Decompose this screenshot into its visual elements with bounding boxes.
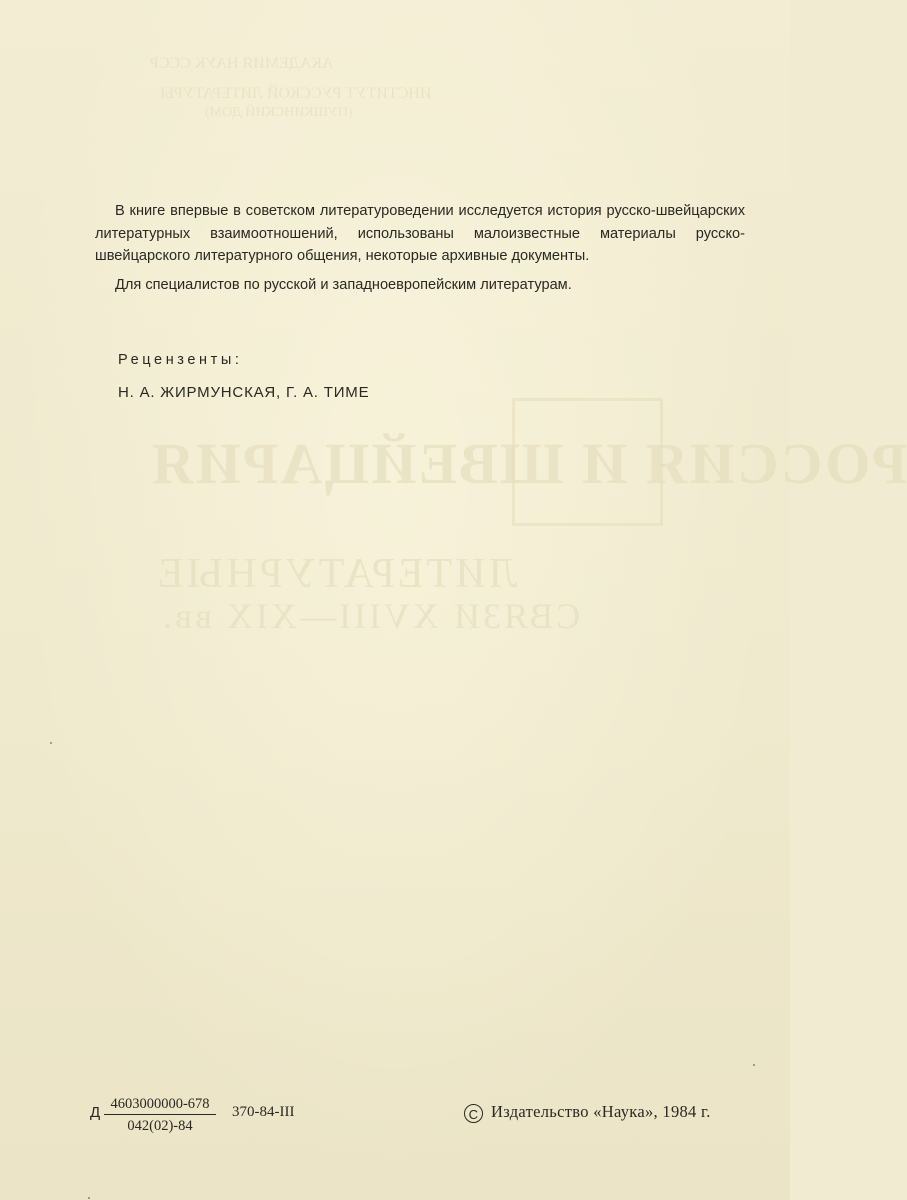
index-letter: Д bbox=[90, 1104, 101, 1121]
paper-speck bbox=[753, 1064, 755, 1066]
show-through-text: (ПУШКИНСКИЙ ДОМ) bbox=[205, 105, 353, 120]
annotation-paragraph: В книге впервые в советском литературоведении исследуется история русско-швейцарских литературных взаимоотношений, использованы малоизвестные материалы русско-швейцарского литературного общения, некоторые архивные документы. bbox=[95, 203, 745, 264]
paper-speck bbox=[88, 1197, 90, 1199]
reviewers-names: Н. А. ЖИРМУНСКАЯ, Г. А. ТИМЕ bbox=[118, 384, 370, 401]
audience-paragraph: Для специалистов по русской и западноевропейским литературам. bbox=[115, 276, 572, 293]
copyright-line bbox=[464, 1102, 711, 1123]
show-through-subtitle: СВЯЗИ XVIII—XIX вв. bbox=[160, 596, 581, 636]
index-numerator: 4603000000-678 bbox=[104, 1095, 216, 1115]
copyright-text: Издательство «Наука», 1984 г. bbox=[491, 1102, 711, 1121]
index-denominator: 042(02)-84 bbox=[127, 1118, 193, 1134]
show-through-subtitle: ЛИТЕРАТУРНЫЕ bbox=[155, 551, 518, 597]
show-through-emblem bbox=[512, 398, 663, 526]
show-through-title: РОССИЯ И ШВЕЙЦАРИЯ bbox=[150, 431, 907, 496]
reviewers-label: Рецензенты: bbox=[118, 352, 243, 368]
index-fraction bbox=[104, 1095, 216, 1135]
show-through-text: АКАДЕМИЯ НАУК СССР bbox=[150, 55, 334, 72]
annotation-text bbox=[95, 200, 745, 296]
index-code: 370-84-III bbox=[232, 1104, 295, 1120]
copyright-icon: C bbox=[464, 1104, 483, 1123]
show-through-text: ИНСТИТУТ РУССКОЙ ЛИТЕРАТУРЫ bbox=[160, 85, 432, 102]
paper-speck bbox=[50, 742, 52, 744]
